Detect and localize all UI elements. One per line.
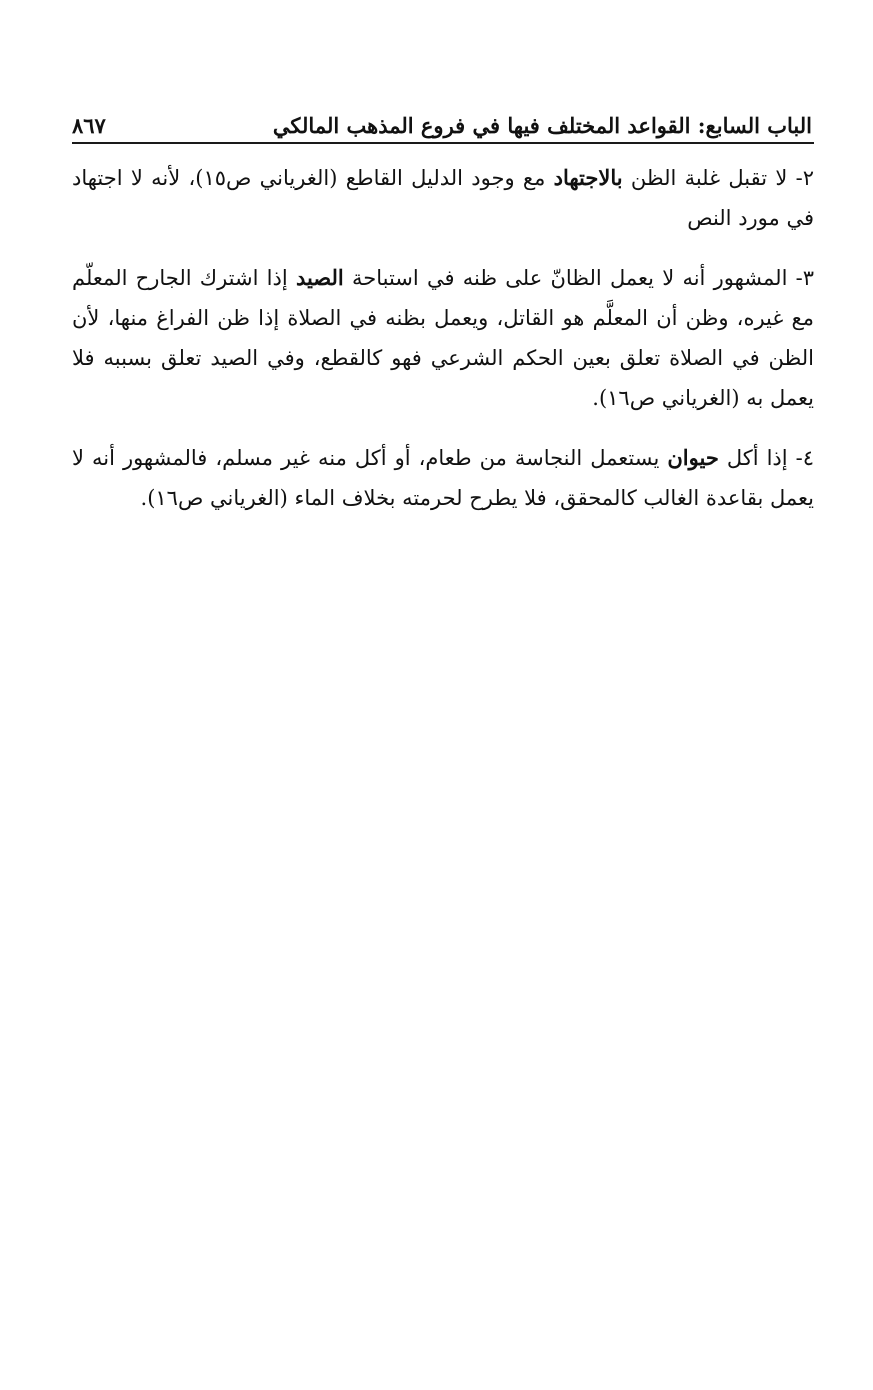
page-body [72, 158, 814, 538]
paragraph-text: ٤- إذا أكل [718, 446, 814, 470]
emphasized-term: حيوان [667, 445, 719, 470]
paragraph-text: ٢- لا تقبل غلبة الظن [622, 166, 815, 190]
paragraph-rule-3 [72, 258, 814, 418]
paragraph-text: مع وجود الدليل القاطع (الغرياني ص١٥)، لأنه لا اجتهاد في مورد النص [72, 166, 814, 230]
running-title: الباب السابع: القواعد المختلف فيها في فروع المذهب المالكي [272, 113, 812, 138]
paragraph-rule-4 [72, 438, 814, 518]
emphasized-term: الصيد [295, 265, 344, 290]
paragraph-text: يستعمل النجاسة من طعام، أو أكل منه غير مسلم، فالمشهور أنه لا يعمل بقاعدة الغالب كالمحقق، فلا يطرح لحرمته بخلاف الماء (الغرياني ص١٦). [72, 446, 814, 510]
emphasized-term: بالاجتهاد [553, 165, 623, 190]
paragraph-text: إذا اشترك الجارح المعلّم مع غيره، وظن أن المعلَّم هو القاتل، ويعمل بظنه في الصلاة إذا ظن الفراغ منها، لأن الظن في الصلاة تعلق بعين الحكم الشرعي فهو كالقطع، وفي الصيد تعلق بسببه فلا يعمل به (الغرياني ص١٦). [72, 266, 814, 410]
running-header [72, 104, 812, 138]
paragraph-text: ٣- المشهور أنه لا يعمل الظانّ على ظنه في استباحة [343, 266, 815, 290]
page-number: ٨٦٧ [72, 113, 106, 138]
header-divider [72, 142, 814, 144]
paragraph-rule-2 [72, 158, 814, 238]
